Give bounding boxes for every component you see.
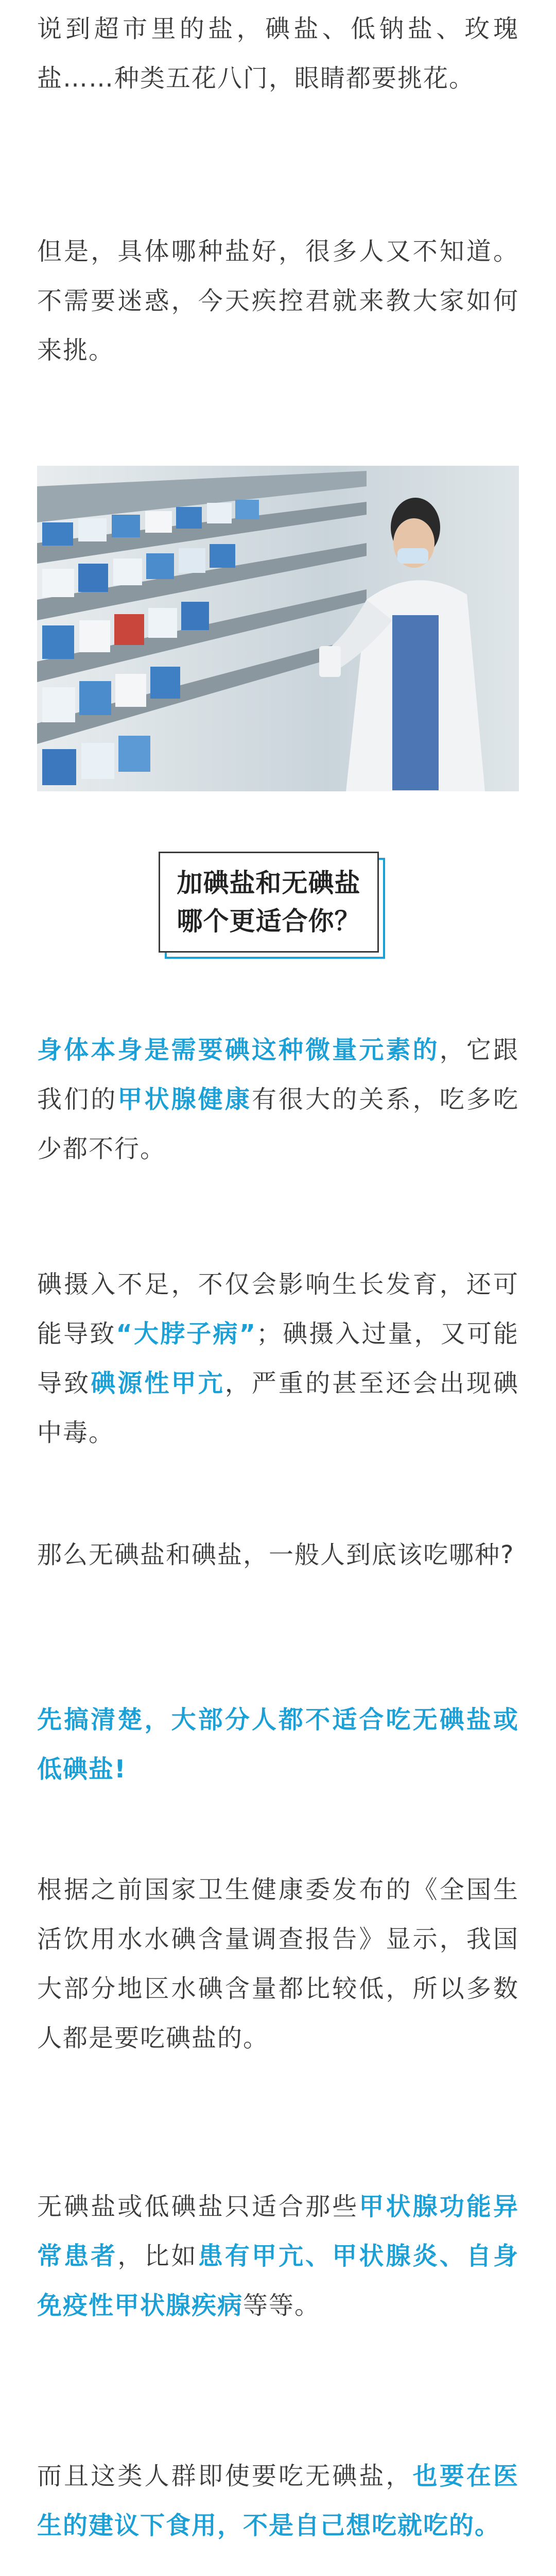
intro-paragraph-2: 但是，具体哪种盐好，很多人又不知道。不需要迷惑，今天疾控君就来教大家如何来挑。: [37, 237, 519, 365]
highlight-text: 患有甲亢、甲状腺炎、自身免疫性甲状腺疾病: [37, 2242, 519, 2320]
question-line-2: 哪个更适合你？: [177, 906, 361, 936]
highlight-text: “大脖子病”: [116, 1319, 256, 1348]
question-box: [165, 858, 385, 959]
key-point-paragraph: 先搞清楚，大部分人都不适合吃无碘盐或低碘盐!: [37, 1705, 519, 1784]
body-text: ；碘摄入过量，又可能导致: [37, 1319, 519, 1398]
which-salt-question: 那么无碘盐和碘盐，一般人到底该吃哪种?: [37, 1540, 515, 1569]
question-line-1: 加碘盐和无碘盐: [177, 868, 361, 898]
survey-paragraph: 根据之前国家卫生健康委发布的《全国生活饮用水水碘含量调查报告》显示，我国大部分地区水碘含量都比较低，所以多数人都是要吃碘盐的。: [37, 1875, 519, 2053]
intro-paragraph: 说到超市里的盐，碘盐、低钠盐、玫瑰盐……种类五花八门，眼睛都要挑花。: [37, 14, 519, 93]
highlight-text: 身体本身是需要碘这种微量元素的: [37, 1036, 440, 1064]
body-text: 碘摄入不足，不仅会影响生长发育，还可能导致: [37, 1270, 519, 1348]
highlight-text: 甲状腺功能异常患者: [37, 2192, 519, 2270]
body-text: ，它跟我们的: [37, 1036, 519, 1114]
body-text: ，严重的甚至还会出现碘中毒。: [37, 1369, 519, 1447]
body-text: 而且这类人群即使要吃无碘盐，: [37, 2462, 413, 2490]
highlight-text: 也要在医生的建议下食用，不是自己想吃就吃的。: [37, 2462, 519, 2540]
highlight-text: 甲状腺健康: [117, 1085, 252, 1114]
body-text: 无碘盐或低碘盐只适合那些: [37, 2192, 359, 2221]
body-text: 等等。: [243, 2291, 321, 2320]
body-text: ，比如: [117, 2242, 198, 2270]
question-card: [159, 852, 379, 953]
doctor-advice-paragraph: [37, 2451, 519, 2550]
body-text: 有很大的关系，吃多吃少都不行。: [37, 1085, 519, 1163]
highlight-text: 碘源性甲亢: [91, 1369, 225, 1398]
iodine-need-paragraph: [37, 1025, 519, 1174]
supermarket-photo: [37, 466, 519, 791]
suitable-group-paragraph: [37, 2182, 519, 2330]
iodine-risk-paragraph: [37, 1260, 519, 1458]
